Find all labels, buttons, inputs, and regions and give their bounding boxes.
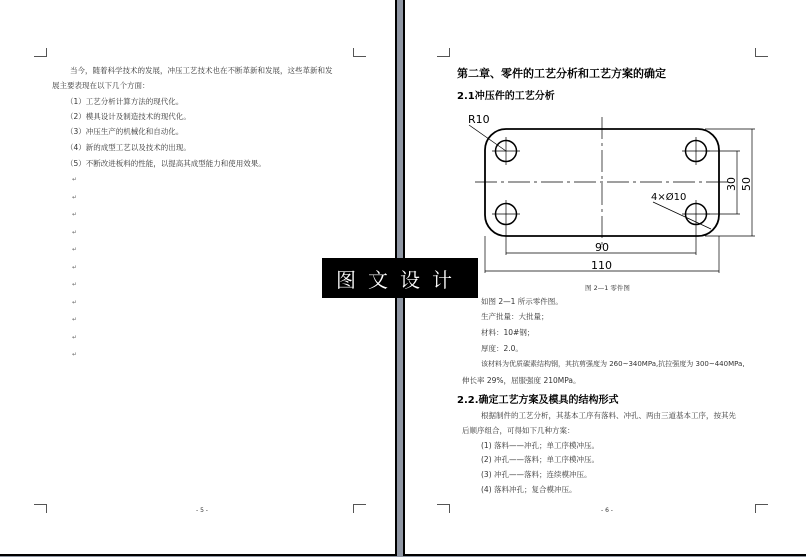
page-number: - 5 - xyxy=(196,507,208,514)
spec-line: 如图 2—1 所示零件图。 xyxy=(481,297,563,306)
spec-line: 厚度：2.0。 xyxy=(481,344,523,353)
corner-mark xyxy=(755,504,768,513)
plan-item: (2) 冲孔——落料；单工序模冲压。 xyxy=(481,455,600,464)
plan-item: (3) 冲孔——落料；连续模冲压。 xyxy=(481,470,592,479)
paragraph-mark: ↵ xyxy=(72,263,78,271)
section-title: 2.1冲压件的工艺分析 xyxy=(457,91,555,102)
section-title: 2.2.确定工艺方案及模具的结构形式 xyxy=(457,395,619,406)
paragraph-mark: ↵ xyxy=(72,246,78,253)
dim-50: 50 xyxy=(740,177,753,191)
corner-mark xyxy=(34,504,47,513)
page-number: - 6 - xyxy=(601,507,613,514)
paragraph-mark: ↵ xyxy=(72,281,78,288)
list-item: （5）不断改进板料的性能，以提高其成型能力和使用效果。 xyxy=(66,159,266,168)
chapter-title: 第二章、零件的工艺分析和工艺方案的确定 xyxy=(457,67,666,80)
intro-line: 展主要表现在以下几个方面： xyxy=(52,81,150,90)
spec-line: 材料：10#钢； xyxy=(481,328,535,337)
paragraph-mark: ↵ xyxy=(72,176,78,183)
paragraph-mark: ↵ xyxy=(72,351,78,358)
paragraph-mark: ↵ xyxy=(72,333,78,341)
material-line: 该材料为优质碳素结构钢，其抗剪强度为 260~340MPa,抗拉强度为 300~440MPa, xyxy=(481,360,745,368)
list-item: （1）工艺分析计算方法的现代化。 xyxy=(66,97,184,106)
paragraph-mark: ↵ xyxy=(72,211,78,218)
plan-item: (4) 落料冲孔；复合模冲压。 xyxy=(481,485,577,494)
corner-mark xyxy=(437,504,450,513)
plan-line: 根据制件的工艺分析，其基本工序有落料、冲孔、两由三道基本工序，按其先 xyxy=(481,411,736,420)
dim-30: 30 xyxy=(725,177,738,191)
radius-label: R10 xyxy=(468,113,490,126)
figure-caption: 图 2—1 零件图 xyxy=(585,284,630,292)
plan-item: (1) 落料——冲孔；单工序模冲压。 xyxy=(481,441,600,450)
corner-mark xyxy=(755,48,768,57)
material-line: 伸长率 29%，屈服强度 210MPa。 xyxy=(462,376,581,385)
intro-line: 当今，随着科学技术的发展，冲压工艺技术也在不断革新和发展，这些革新和发 xyxy=(70,66,333,75)
corner-mark xyxy=(437,48,450,57)
corner-mark xyxy=(34,48,47,57)
spec-line: 生产批量：大批量； xyxy=(481,312,549,321)
watermark: 图文设计 xyxy=(322,258,478,298)
paragraph-mark: ↵ xyxy=(72,193,78,201)
corner-mark xyxy=(353,48,366,57)
paragraph-mark: ↵ xyxy=(72,298,78,306)
part-drawing xyxy=(455,105,795,275)
paragraph-mark: ↵ xyxy=(72,228,78,236)
list-item: （4）新的成型工艺以及技术的出现。 xyxy=(66,143,191,152)
list-item: （2）模具设计及制造技术的现代化。 xyxy=(66,112,191,121)
dim-90: 90 xyxy=(595,241,609,254)
holes-label: 4×Ø10 xyxy=(651,192,687,203)
corner-mark xyxy=(353,504,366,513)
dim-110: 110 xyxy=(591,259,612,272)
plan-line: 后顺序组合，可得如下几种方案： xyxy=(462,426,575,435)
paragraph-mark: ↵ xyxy=(72,316,78,323)
list-item: （3）冲压生产的机械化和自动化。 xyxy=(66,127,184,136)
